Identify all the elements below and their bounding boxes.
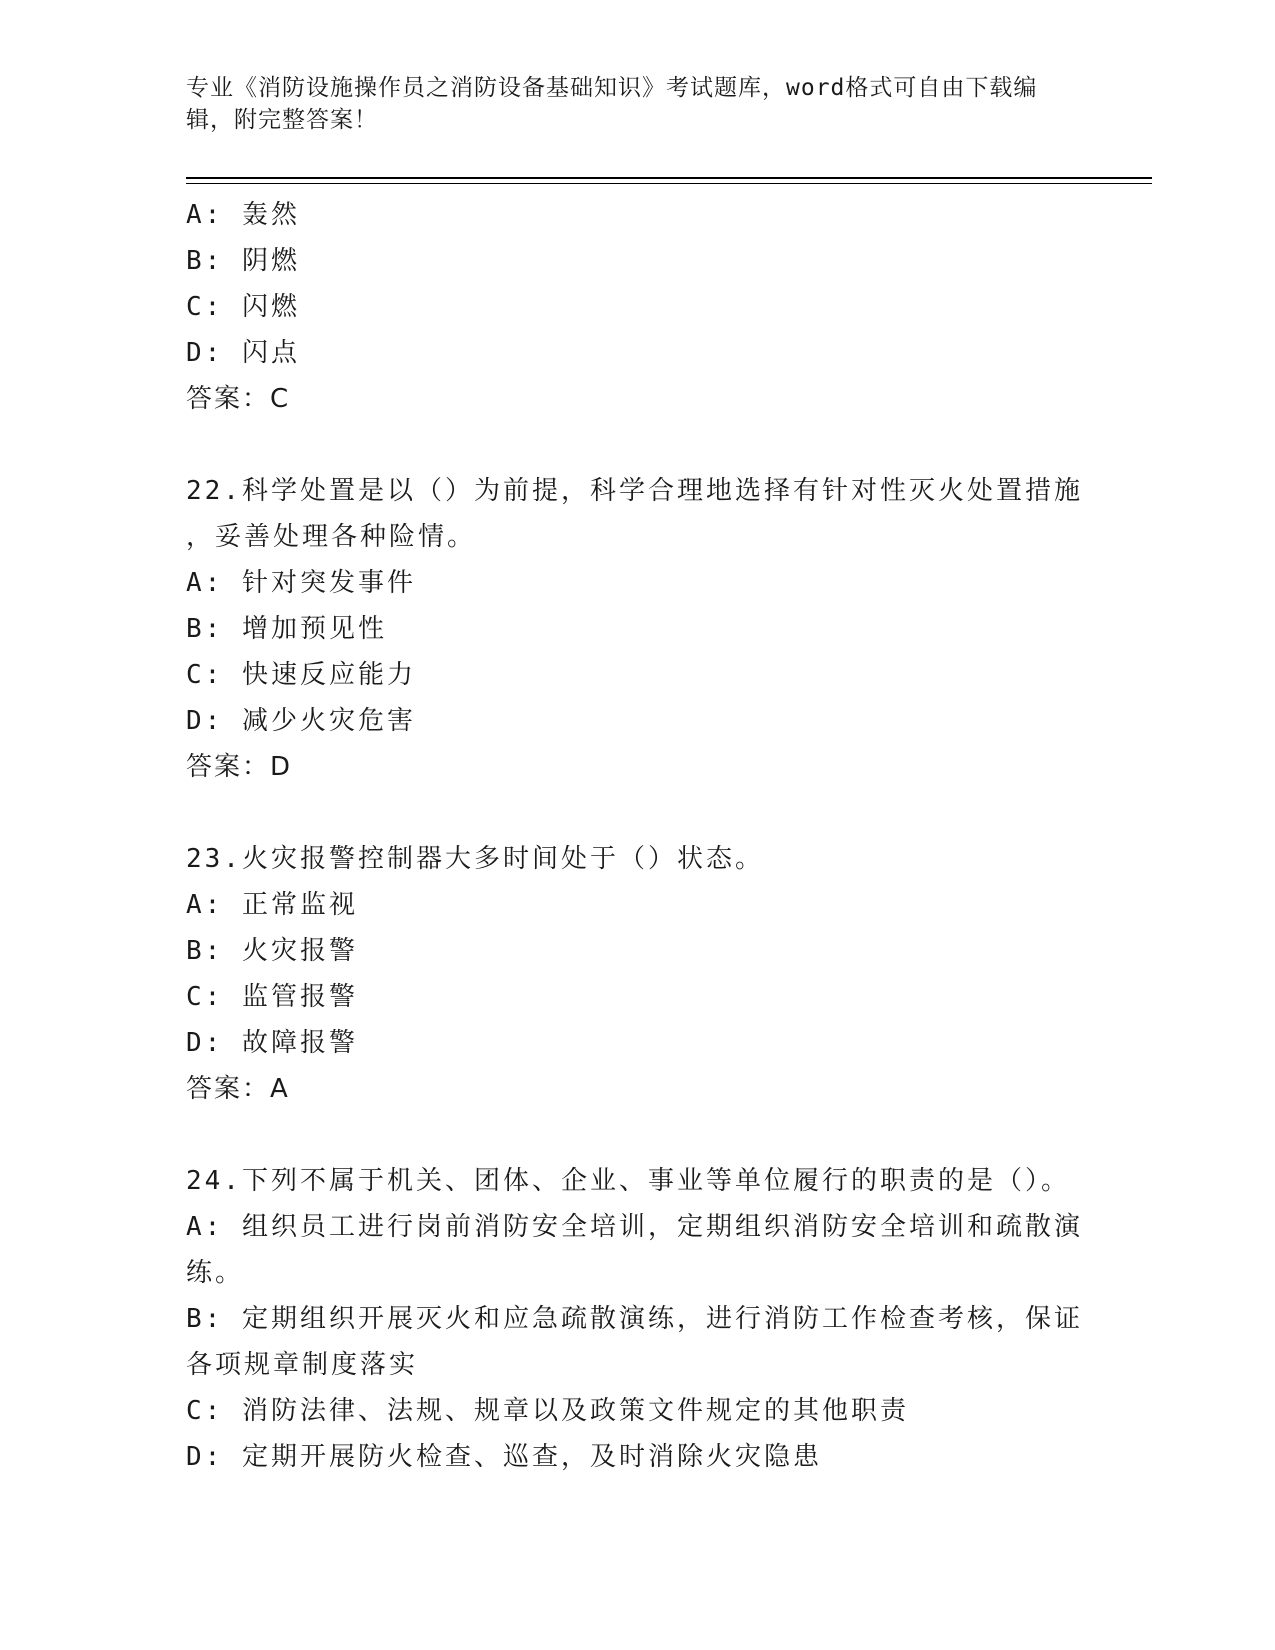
header-divider-thick	[186, 177, 1152, 179]
question-stem-continued: ，妥善处理各种险情。	[186, 522, 477, 552]
answer: 答案：D	[186, 752, 293, 782]
question-stem: 24.下列不属于机关、团体、企业、事业等单位履行的职责的是（）。	[186, 1166, 1070, 1196]
option-c: C: 闪燃	[186, 292, 300, 322]
question-23	[186, 836, 1086, 1112]
option-b-continued: 各项规章制度落实	[186, 1350, 419, 1380]
option-a: A: 正常监视	[186, 890, 358, 920]
question-list	[186, 192, 1086, 1480]
option-d: D: 故障报警	[186, 1028, 358, 1058]
option-b: B: 火灾报警	[186, 936, 358, 966]
question-22	[186, 468, 1086, 790]
question-stem: 22.科学处置是以（）为前提，科学合理地选择有针对性灭火处置措施	[186, 476, 1083, 506]
option-d: D: 减少火灾危害	[186, 706, 416, 736]
spacer	[186, 422, 1086, 468]
option-a: A: 针对突发事件	[186, 568, 416, 598]
option-d: D: 定期开展防火检查、巡查，及时消除火灾隐患	[186, 1442, 822, 1472]
option-d: D: 闪点	[186, 338, 300, 368]
question-21	[186, 192, 1086, 422]
spacer	[186, 790, 1086, 836]
answer: 答案：C	[186, 384, 291, 414]
question-stem: 23.火灾报警控制器大多时间处于（）状态。	[186, 844, 764, 874]
option-a: A: 轰然	[186, 200, 300, 230]
question-24	[186, 1158, 1086, 1480]
document-header	[186, 72, 1086, 136]
header-line-1: 专业《消防设施操作员之消防设备基础知识》考试题库，word格式可自由下载编	[186, 75, 1038, 101]
option-a-continued: 练。	[186, 1258, 245, 1288]
option-a: A: 组织员工进行岗前消防安全培训，定期组织消防安全培训和疏散演	[186, 1212, 1083, 1242]
option-c: C: 监管报警	[186, 982, 358, 1012]
header-line-2: 辑，附完整答案！	[186, 107, 378, 133]
option-b: B: 增加预见性	[186, 614, 387, 644]
option-c: C: 快速反应能力	[186, 660, 416, 690]
option-b: B: 定期组织开展灭火和应急疏散演练，进行消防工作检查考核，保证	[186, 1304, 1083, 1334]
option-b: B: 阴燃	[186, 246, 300, 276]
header-divider-thin	[186, 183, 1152, 184]
option-c: C: 消防法律、法规、规章以及政策文件规定的其他职责	[186, 1396, 909, 1426]
spacer	[186, 1112, 1086, 1158]
answer: 答案：A	[186, 1074, 290, 1104]
